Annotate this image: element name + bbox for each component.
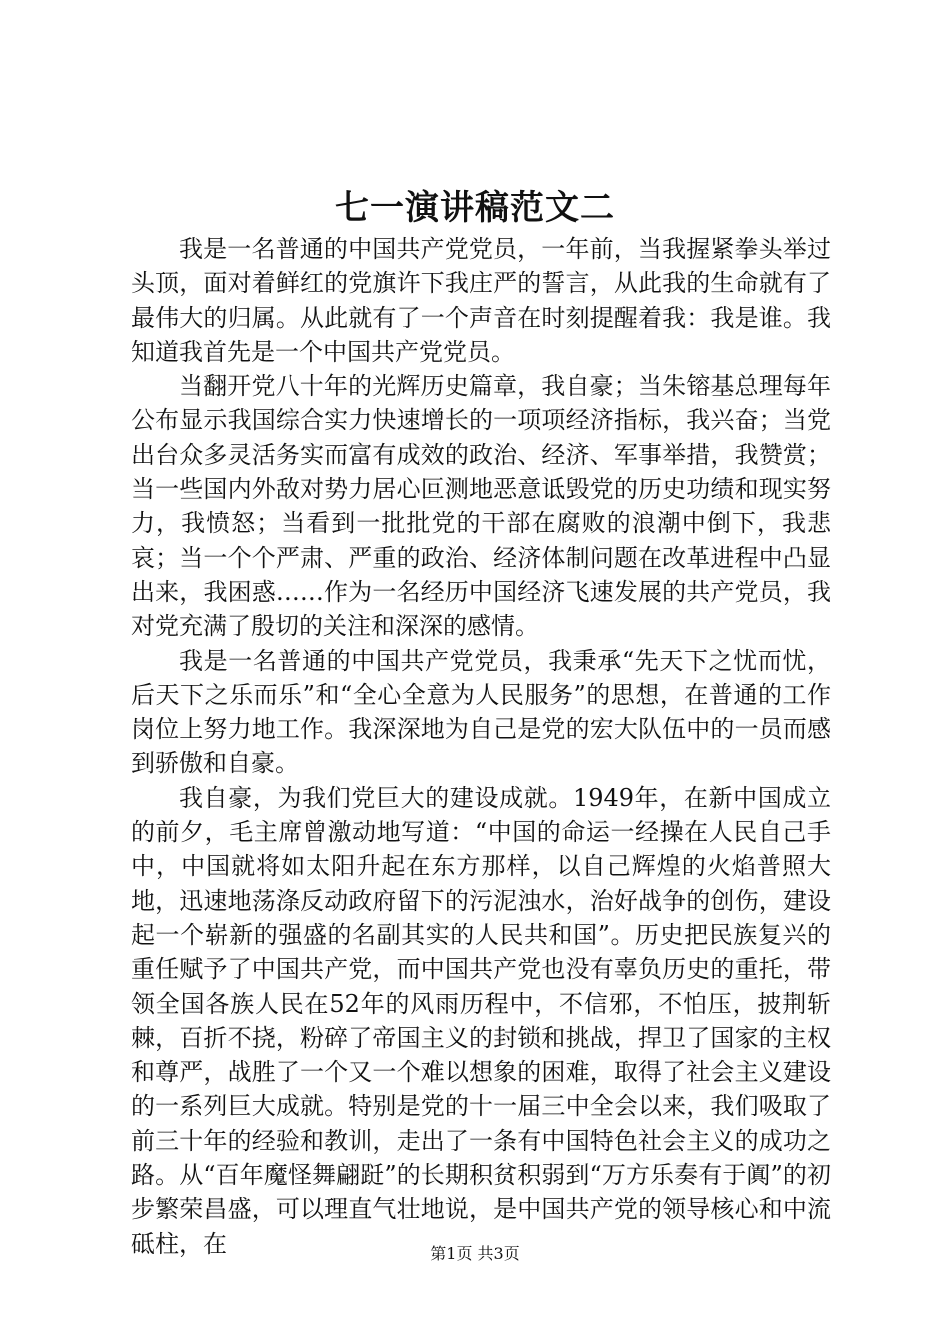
- paragraph-3: 我是一名普通的中国共产党党员，我秉承“先天下之忧而忧，后天下之乐而乐”和“全心全意为人民服务”的思想，在普通的工作岗位上努力地工作。我深深地为自己是党的宏大队伍中的一员而感到骄傲和自豪。: [131, 646, 831, 778]
- document-body: [131, 232, 831, 1261]
- paragraph-2: 当翻开党八十年的光辉历史篇章，我自豪；当朱镕基总理每年公布显示我国综合实力快速增长的一项项经济指标，我兴奋；当党出台众多灵活务实而富有成效的政治、经济、军事举措，我赞赏；当一些国内外敌对势力居心叵测地恶意诋毁党的历史功绩和现实努力，我愤怒；当看到一批批党的干部在腐败的浪潮中倒下，我悲哀；当一个个严肃、严重的政治、经济体制问题在改革进程中凸显出来，我困惑……作为一名经历中国经济飞速发展的共产党员，我对党充满了殷切的关注和深深的感情。: [131, 372, 831, 641]
- page-footer: 第1页 共3页: [430, 1244, 520, 1263]
- paragraph-1: 我是一名普通的中国共产党党员，一年前，当我握紧拳头举过头顶，面对着鲜红的党旗许下我庄严的誓言，从此我的生命就有了最伟大的归属。从此就有了一个声音在时刻提醒着我：我是谁。我知道我首先是一个中国共产党党员。: [131, 235, 831, 366]
- paragraph-4: 我自豪，为我们党巨大的建设成就。1949年，在新中国成立的前夕，毛主席曾激动地写道：“中国的命运一经操在人民自己手中，中国就将如太阳升起在东方那样，以自己辉煌的火焰普照大地，迅速地荡涤反动政府留下的污泥浊水，治好战争的创伤，建设起一个崭新的强盛的名副其实的人民共和国”。历史把民族复兴的重任赋予了中国共产党，而中国共产党也没有辜负历史的重托，带领全国各族人民在52年的风雨历程中，不信邪，不怕压，披荆斩棘，百折不挠，粉碎了帝国主义的封锁和挑战，捍卫了国家的主权和尊严，战胜了一个又一个难以想象的困难，取得了社会主义建设的一系列巨大成就。特别是党的十一届三中全会以来，我们吸取了前三十年的经验和教训，走出了一条有中国特色社会主义的成功之路。从“百年魔怪舞翩跹”的长期积贫积弱到“万方乐奏有于阗”的初步繁荣昌盛，可以理直气壮地说，是中国共产党的领导核心和中流砥柱，在: [131, 783, 831, 1258]
- document-title: 七一演讲稿范文二: [335, 188, 615, 228]
